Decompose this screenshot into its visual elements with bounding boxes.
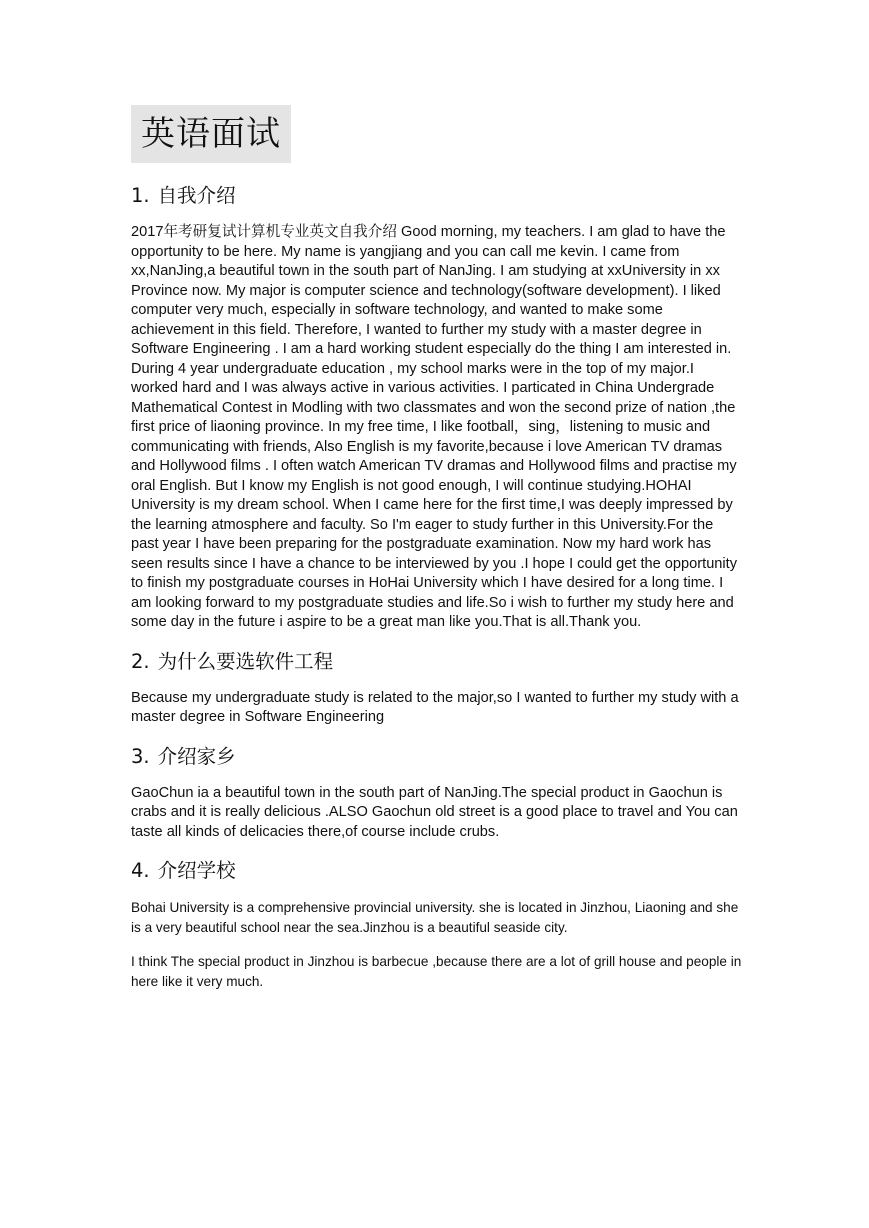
- section-hometown: [131, 744, 743, 843]
- paragraph: I think The special product in Jinzhou is barbecue ,because there are a lot of grill house and people in here like it very much.: [131, 954, 742, 989]
- section-number: 1.: [131, 184, 150, 207]
- section-title: 介绍家乡: [157, 744, 236, 768]
- section-title: 介绍学校: [157, 859, 236, 882]
- section-title: 为什么要选软件工程: [157, 649, 334, 673]
- document-title: 英语面试: [131, 105, 291, 163]
- section-school: [131, 858, 743, 991]
- section-heading: [131, 744, 743, 770]
- paragraph: Bohai University is a comprehensive provincial university. she is located in Jinzhou, Liaoning and she is a very beautiful school near the sea.Jinzhou is a beautiful seaside city.: [131, 900, 739, 935]
- section-number: 4.: [131, 859, 150, 882]
- section-title: 自我介绍: [157, 184, 236, 207]
- paragraph: 2017年考研复试计算机专业英文自我介绍 Good morning, my teachers. I am glad to have the opportunity to be here. My name is yangjiang and you can call me kevin. I came from xx,NanJing,a beautiful town in the south part of NanJing. I am studying at xxUniversity in xx Province now. My major is computer science and technology(software development). I liked computer very much, especially in software technology, and wanted to make some achievement in this field. Therefore, I wanted to further my study with a master degree in Software Engineering . I am a hard working student especially do the thing I am interested in. During 4 year undergraduate education , my school marks were in the top of my major.I worked hard and I was always active in various activities. I particated in China Undergrade Mathematical Contest in Modling with two classmates and won the second prize of nation ,the first price of liaoning province. In my free time, I like football，sing，listening to music and communicating with friends, Also English is my favorite,because i love American TV dramas and Hollywood films . I often watch American TV dramas and Hollywood films and practise my oral English. But I know my English is not good enough, I will continue studying.HOHAI University is my dream school. When I came here for the first time,I was deeply impressed by the learning atmosphere and faculty. So I'm eager to study further in this University.For the past year I have been preparing for the postgraduate examination. Now my hard work has seen results since I have a chance to be interviewed by you .I hope I could get the opportunity to finish my postgraduate courses in HoHai University which I have desired for a long time. I am looking forward to my postgraduate studies and life.So i wish to further my study here and some day in the future i aspire to be a great man like you.That is all.Thank you.: [131, 224, 738, 630]
- section-number: 3.: [131, 744, 150, 768]
- section-number: 2.: [131, 649, 150, 673]
- document-page: [131, 105, 743, 1007]
- section-self-introduction: [131, 183, 743, 633]
- section-why-software-engineering: [131, 649, 743, 728]
- section-heading: [131, 649, 743, 675]
- section-heading: [131, 858, 743, 884]
- paragraph: Because my undergraduate study is related to the major,so I wanted to further my study with a master degree in Software Engineering: [131, 689, 739, 725]
- section-heading: [131, 183, 743, 209]
- paragraph: GaoChun ia a beautiful town in the south part of NanJing.The special product in Gaochun is crabs and it is really delicious .ALSO Gaochun old street is a good place to travel and You can taste all kinds of delicacies there,of course include crubs.: [131, 784, 738, 840]
